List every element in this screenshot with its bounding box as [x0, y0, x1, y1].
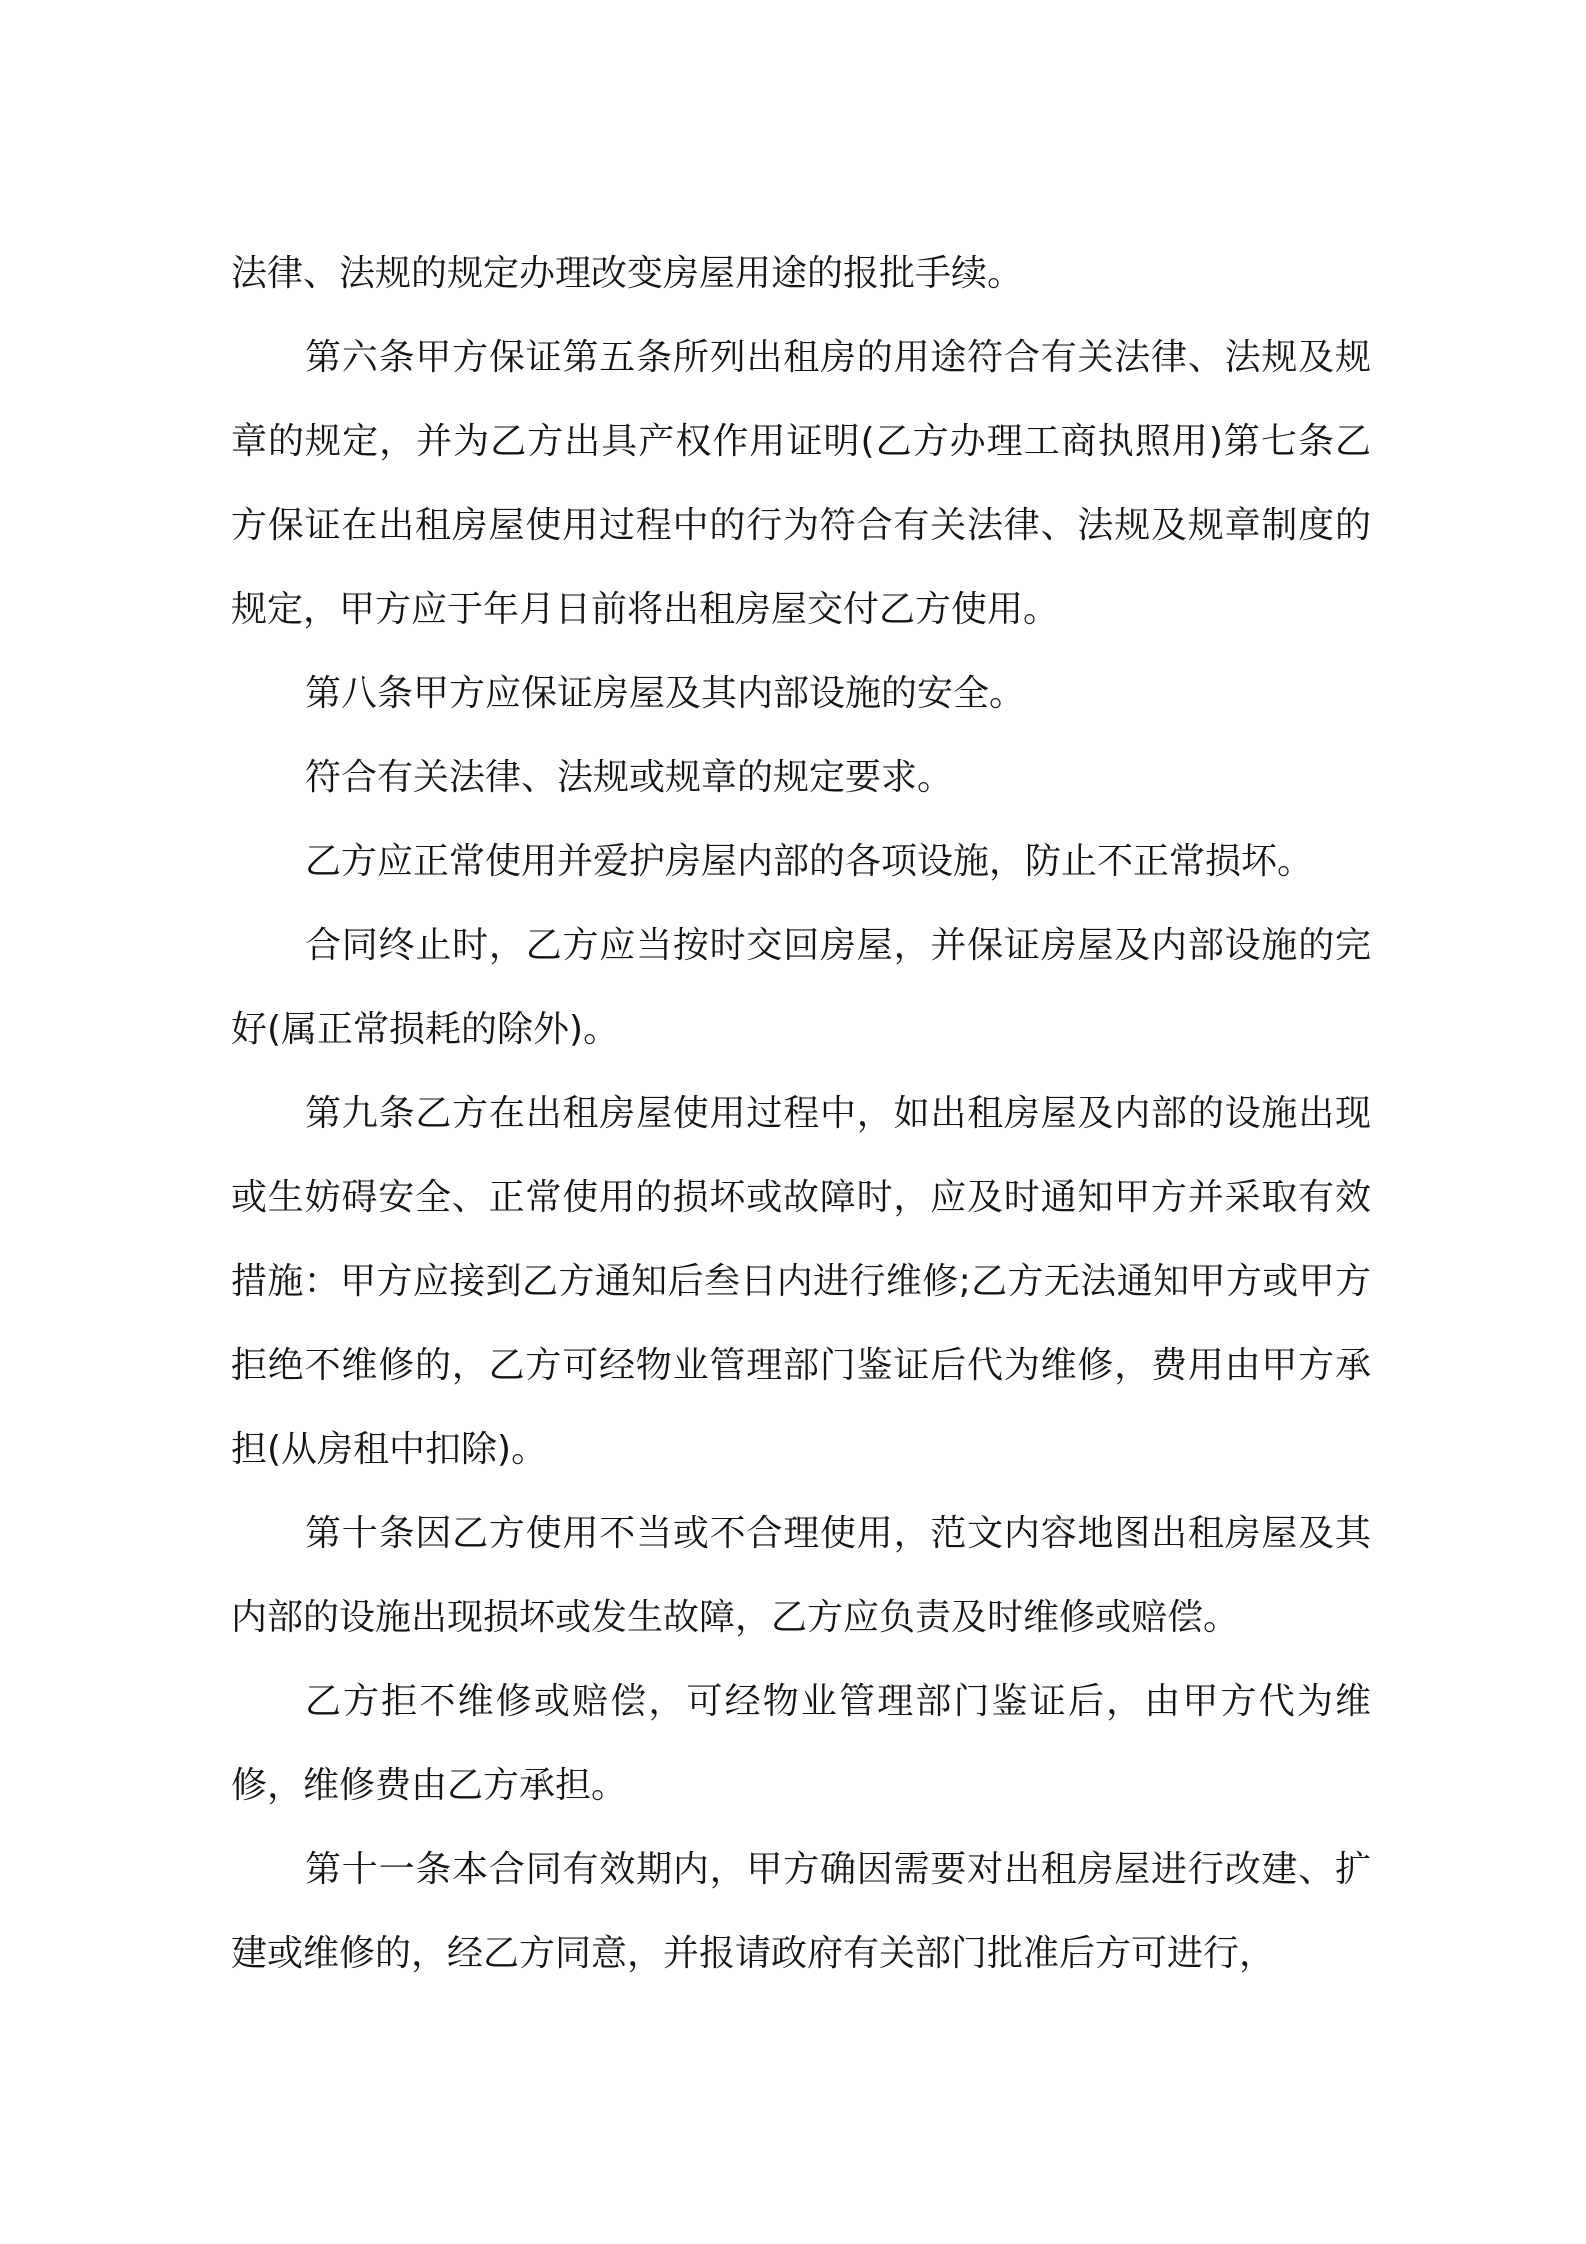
paragraph-proper-use: 乙方应正常使用并爱护房屋内部的各项设施，防止不正常损坏。: [305, 841, 1314, 882]
paragraph-compliance: 符合有关法律、法规或规章的规定要求。: [305, 757, 954, 798]
paragraph-1: 法律、法规的规定办理改变房屋用途的报批手续。: [231, 253, 1024, 294]
paragraph-article-10: 第十条因乙方使用不当或不合理使用，范文内容地图出租房屋及其内部的设施出现损坏或发生故障，乙方应负责及时维修或赔偿。: [231, 1513, 1371, 1638]
document-body: [231, 232, 1371, 1996]
paragraph-article-11: 第十一条本合同有效期内，甲方确因需要对出租房屋进行改建、扩建或维修的，经乙方同意，并报请政府有关部门批准后方可进行，: [231, 1849, 1371, 1974]
paragraph-termination: 合同终止时，乙方应当按时交回房屋，并保证房屋及内部设施的完好(属正常损耗的除外)。: [231, 925, 1371, 1050]
paragraph-article-9: 第九条乙方在出租房屋使用过程中，如出租房屋及内部的设施出现或生妨碍安全、正常使用的损坏或故障时，应及时通知甲方并采取有效措施：甲方应接到乙方通知后叁日内进行维修;乙方无法通知甲方或甲方拒绝不维修的，乙方可经物业管理部门鉴证后代为维修，费用由甲方承担(从房租中扣除)。: [231, 1093, 1371, 1470]
paragraph-repair-refusal: 乙方拒不维修或赔偿，可经物业管理部门鉴证后，由甲方代为维修，维修费由乙方承担。: [231, 1681, 1371, 1806]
paragraph-article-8: 第八条甲方应保证房屋及其内部设施的安全。: [305, 673, 1026, 714]
paragraph-article-6-7: 第六条甲方保证第五条所列出租房的用途符合有关法律、法规及规章的规定，并为乙方出具产权作用证明(乙方办理工商执照用)第七条乙方保证在出租房屋使用过程中的行为符合有关法律、法规及规章制度的规定，甲方应于年月日前将出租房屋交付乙方使用。: [231, 337, 1371, 630]
